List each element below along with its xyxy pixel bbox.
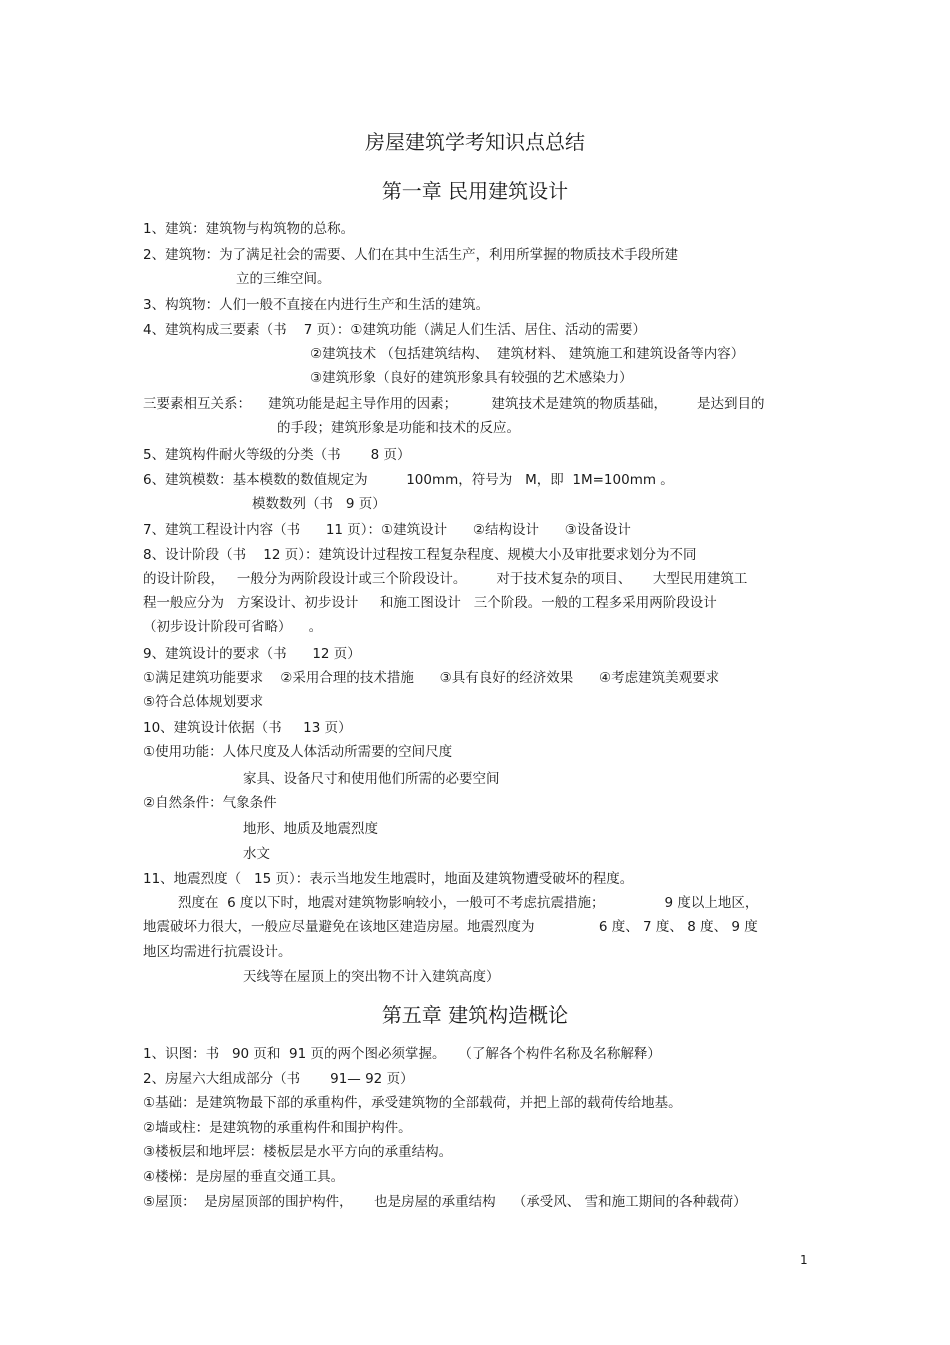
line-10-e: 地形、地质及地震烈度 (243, 821, 378, 837)
line-10-c: 家具、设备尺寸和使用他们所需的必要空间 (243, 771, 500, 787)
line-3: 3、构筑物：人们一般不直接在内进行生产和生活的建筑。 (143, 297, 490, 313)
line-8-c: 程一般应分为 方案设计、初步设计 和施工图设计 三个阶段。一般的工程多采用两阶段设计 (143, 595, 717, 611)
line-10-b: ①使用功能：人体尺度及人体活动所需要的空间尺度 (143, 744, 453, 760)
line-10: 10、建筑设计依据（书 13 页） (143, 720, 352, 736)
line-6: 6、建筑模数：基本模数的数值规定为 100mm，符号为 M，即 1M=100mm 。 (143, 472, 674, 488)
ch5-line-3: ①基础：是建筑物最下部的承重构件，承受建筑物的全部载荷，并把上部的载荷传给地基。 (143, 1095, 682, 1111)
line-9-c: ⑤符合总体规划要求 (143, 694, 264, 710)
line-2-cont: 立的三维空间。 (236, 271, 331, 287)
line-2: 2、建筑物：为了满足社会的需要、人们在其中生活生产，利用所掌握的物质技术手段所建 (143, 247, 679, 263)
line-8-d: （初步设计阶段可省略） 。 (143, 619, 323, 635)
line-relation: 三要素相互关系： 建筑功能是起主导作用的因素； 建筑技术是建筑的物质基础， 是达到目的 (143, 396, 765, 412)
document-title: 房屋建筑学考知识点总结 (365, 130, 585, 154)
line-1: 1、建筑：建筑物与构筑物的总称。 (143, 221, 355, 237)
chapter-5-heading: 第五章 建筑构造概论 (381, 1003, 569, 1027)
line-relation-cont: 的手段；建筑形象是功能和技术的反应。 (277, 420, 520, 436)
line-9-b: ①满足建筑功能要求 ②采用合理的技术措施 ③具有良好的经济效果 ④考虑建筑美观要求 (143, 670, 720, 686)
ch5-line-4: ②墙或柱：是建筑物的承重构件和围护构件。 (143, 1120, 412, 1136)
ch5-line-7: ⑤屋顶： 是房屋顶部的围护构件， 也是房屋的承重结构 （承受风、 雪和施工期间的各种载荷） (143, 1194, 747, 1210)
line-11-c: 地震破坏力很大，一般应尽量避免在该地区建造房屋。地震烈度为 6 度、 7 度、 8 度、 9 度 (143, 919, 758, 935)
line-11-b: 烈度在 6 度以下时，地震对建筑物影响较小，一般可不考虑抗震措施； 9 度以上地区， (178, 895, 759, 911)
chapter-1-heading: 第一章 民用建筑设计 (381, 179, 569, 203)
ch5-line-2: 2、房屋六大组成部分（书 91— 92 页） (143, 1071, 414, 1087)
line-10-f: 水文 (243, 846, 270, 862)
ch5-line-6: ④楼梯：是房屋的垂直交通工具。 (143, 1169, 345, 1185)
line-4: 4、建筑构成三要素（书 7 页）：①建筑功能（满足人们生活、居住、活动的需要） (143, 322, 646, 338)
line-10-d: ②自然条件：气象条件 (143, 795, 277, 811)
line-7: 7、建筑工程设计内容（书 11 页）：①建筑设计 ②结构设计 ③设备设计 (143, 522, 631, 538)
line-8: 8、设计阶段（书 12 页）：建筑设计过程按工程复杂程度、规模大小及审批要求划分为不同 (143, 547, 697, 563)
line-6-cont: 模数数列（书 9 页） (252, 496, 386, 512)
line-4-b: ②建筑技术 （包括建筑结构、 建筑材料、 建筑施工和建筑设备等内容） (310, 346, 745, 362)
ch5-line-1: 1、识图：书 90 页和 91 页的两个图必须掌握。 （了解各个构件名称及名称解释） (143, 1046, 661, 1062)
line-4-c: ③建筑形象（良好的建筑形象具有较强的艺术感染力） (310, 370, 633, 386)
line-11-e: 天线等在屋顶上的突出物不计入建筑高度） (243, 969, 500, 985)
line-11: 11、地震烈度（ 15 页）：表示当地发生地震时，地面及建筑物遭受破坏的程度。 (143, 871, 634, 887)
page-number: 1 (800, 1253, 808, 1267)
line-8-b: 的设计阶段， 一般分为两阶段设计或三个阶段设计。 对于技术复杂的项目、 大型民用建筑工 (143, 571, 748, 587)
line-5: 5、建筑构件耐火等级的分类（书 8 页） (143, 447, 411, 463)
line-11-d: 地区均需进行抗震设计。 (143, 944, 292, 960)
ch5-line-5: ③楼板层和地坪层：楼板层是水平方向的承重结构。 (143, 1144, 453, 1160)
line-9: 9、建筑设计的要求（书 12 页） (143, 646, 361, 662)
